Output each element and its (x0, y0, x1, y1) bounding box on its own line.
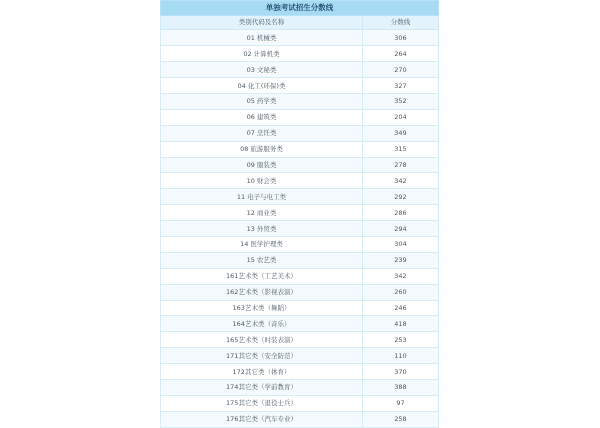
table-row (161, 221, 439, 237)
score-cell: 270 (363, 62, 439, 78)
score-cell: 253 (363, 332, 439, 348)
score-cell: 204 (363, 109, 439, 125)
score-cell: 246 (363, 300, 439, 316)
score-cell: 292 (363, 189, 439, 205)
score-cell: 418 (363, 316, 439, 332)
category-cell: 175其它类（退役士兵） (161, 395, 363, 411)
category-cell: 164艺术类（音乐） (161, 316, 363, 332)
table-row (161, 46, 439, 62)
table-row (161, 189, 439, 205)
score-cell: 239 (363, 252, 439, 268)
table-row (161, 332, 439, 348)
score-cell: 110 (363, 348, 439, 364)
category-cell: 162艺术类（影视表演） (161, 284, 363, 300)
table-row (161, 141, 439, 157)
header-category: 类别代码及名称 (161, 16, 363, 30)
table-row (161, 348, 439, 364)
table-title: 单独考试招生分数线 (161, 1, 439, 16)
table-body (161, 30, 439, 427)
category-cell: 05 药学类 (161, 93, 363, 109)
score-cell: 97 (363, 395, 439, 411)
score-cell: 306 (363, 30, 439, 46)
table-row (161, 364, 439, 380)
score-cell: 304 (363, 236, 439, 252)
category-cell: 163艺术类（舞蹈） (161, 300, 363, 316)
table-row (161, 411, 439, 427)
category-cell: 176其它类（汽车专业） (161, 411, 363, 427)
table-row (161, 125, 439, 141)
table-row (161, 236, 439, 252)
category-cell: 13 外贸类 (161, 221, 363, 237)
table-row (161, 109, 439, 125)
table-row (161, 93, 439, 109)
category-cell: 10 财会类 (161, 173, 363, 189)
score-cell: 264 (363, 46, 439, 62)
score-cell: 260 (363, 284, 439, 300)
category-cell: 174其它类（学前教育） (161, 379, 363, 395)
table-row (161, 284, 439, 300)
category-cell: 04 化工(环保)类 (161, 78, 363, 94)
category-cell: 08 旅游服务类 (161, 141, 363, 157)
category-cell: 01 机械类 (161, 30, 363, 46)
category-cell: 172其它类（体育） (161, 364, 363, 380)
score-cell: 388 (363, 379, 439, 395)
score-cell: 349 (363, 125, 439, 141)
score-cell: 294 (363, 221, 439, 237)
category-cell: 02 计算机类 (161, 46, 363, 62)
table-row (161, 78, 439, 94)
table-header-row (161, 16, 439, 30)
score-cell: 315 (363, 141, 439, 157)
score-cell: 352 (363, 93, 439, 109)
score-cell: 342 (363, 173, 439, 189)
table-row (161, 316, 439, 332)
table-row (161, 268, 439, 284)
category-cell: 06 建筑类 (161, 109, 363, 125)
score-cell: 342 (363, 268, 439, 284)
header-score: 分数线 (363, 16, 439, 30)
table-row (161, 395, 439, 411)
category-cell: 03 文秘类 (161, 62, 363, 78)
table-title-row (161, 1, 439, 16)
table-row (161, 379, 439, 395)
category-cell: 14 医学护理类 (161, 236, 363, 252)
table-row (161, 252, 439, 268)
score-table (160, 0, 439, 428)
table-row (161, 205, 439, 221)
category-cell: 07 烹饪类 (161, 125, 363, 141)
table-row (161, 62, 439, 78)
score-cell: 370 (363, 364, 439, 380)
table-row (161, 30, 439, 46)
category-cell: 165艺术类（时装表演） (161, 332, 363, 348)
table-row (161, 173, 439, 189)
score-cell: 286 (363, 205, 439, 221)
score-cell: 258 (363, 411, 439, 427)
category-cell: 161艺术类（工艺美术） (161, 268, 363, 284)
score-cell: 278 (363, 157, 439, 173)
table-row (161, 157, 439, 173)
category-cell: 15 农艺类 (161, 252, 363, 268)
category-cell: 09 服装类 (161, 157, 363, 173)
category-cell: 12 商业类 (161, 205, 363, 221)
category-cell: 171其它类（安全防范） (161, 348, 363, 364)
category-cell: 11 电子与电工类 (161, 189, 363, 205)
table-row (161, 300, 439, 316)
score-cell: 327 (363, 78, 439, 94)
